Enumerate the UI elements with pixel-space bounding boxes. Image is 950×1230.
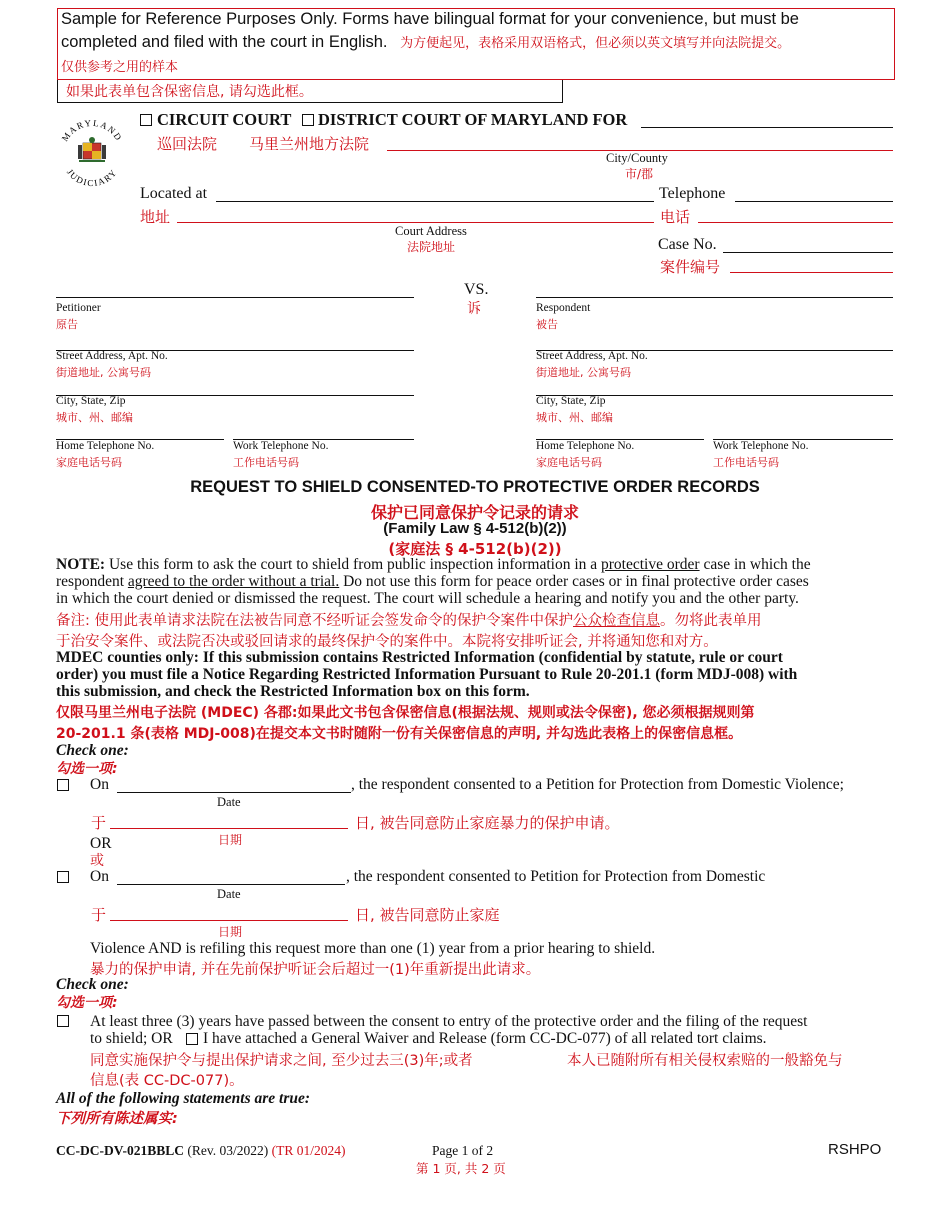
petitioner-city-label: City, State, Zip	[56, 395, 126, 407]
option-three-years-text-cn: 同意实施保护令与提出保护请求之间, 至少过去三(3)年;或者	[90, 1053, 473, 1069]
petitioner-name-field[interactable]	[56, 297, 414, 298]
check-one-label-cn: 勾选一项:	[56, 761, 118, 777]
option-waiver-text: I have attached a General Waiver and Release (form CC-DC-077) of all related tort claims.	[203, 1030, 767, 1047]
option2-on-label: On	[90, 868, 109, 885]
check-one-label-2-cn: 勾选一项:	[56, 995, 118, 1011]
note-line-2-cn: 于治安令案件、或法院否决或驳回请求的最终保护令的案件中。本院将安排听证会, 并将通知您和对方。	[56, 634, 718, 650]
located-at-label-cn: 地址	[140, 208, 171, 226]
respondent-city-label-cn: 城市、州、邮编	[536, 411, 613, 424]
seal-emblem-icon	[78, 137, 106, 161]
option-waiver-line: to shield; OR	[90, 1030, 173, 1047]
located-at-label: Located at	[140, 185, 208, 202]
respondent-label-cn: 被告	[536, 318, 558, 331]
check-one-label-2: Check one:	[56, 976, 129, 993]
banner-line-1: Sample for Reference Purposes Only. Forms have bilingual format for your convenience, but must be	[61, 10, 799, 28]
maryland-judiciary-seal	[56, 112, 128, 190]
district-court-label-cn: 马里兰州地方法院	[249, 135, 370, 153]
case-no-label-cn: 案件编号	[660, 258, 721, 276]
note-line-2: respondent agreed to the order without a trial. Do not use this form for peace order cases or in final protective order cases	[56, 573, 809, 590]
circuit-court-label-cn: 巡回法院	[157, 135, 218, 153]
district-court-label: DISTRICT COURT OF MARYLAND FOR	[318, 110, 628, 129]
note-line-1: NOTE: Use this form to ask the court to shield from public inspection information in a protective order case in which the	[56, 556, 811, 573]
respondent-city-label: City, State, Zip	[536, 395, 606, 407]
respondent-name-field[interactable]	[536, 297, 893, 298]
statements-label: All of the following statements are true:	[56, 1090, 311, 1107]
petitioner-home-tel-label-cn: 家庭电话号码	[56, 456, 122, 469]
mdec-line-3: this submission, and check the Restricted Information box on this form.	[56, 683, 530, 700]
option-refiling-checkbox[interactable]	[57, 871, 69, 883]
banner-line-2-cn: 为方便起见，表格采用双语格式，但必须以英文填写并向法院提交。	[400, 36, 791, 51]
option2-date-label: Date	[217, 887, 241, 901]
option1-text: , the respondent consented to a Petition for Protection from Domestic Violence;	[351, 776, 844, 793]
petitioner-home-tel-label: Home Telephone No.	[56, 440, 155, 452]
option2-date-label-cn: 日期	[218, 925, 243, 939]
city-county-field[interactable]	[641, 127, 893, 128]
seal-top-text: MARYLAND	[59, 117, 125, 144]
footer-page-number-cn: 第 1 页, 共 2 页	[416, 1161, 506, 1176]
petitioner-label-cn: 原告	[56, 318, 78, 331]
option1-text-cn: 日, 被告同意防止家庭暴力的保护申请。	[355, 814, 620, 832]
svg-text:JUDICIARY	[65, 167, 119, 188]
option2-continued-cn: 暴力的保护申请, 并在先前保护听证会后超过一(1)年重新提出此请求。	[90, 962, 541, 978]
mdec-line-2-cn: 20-201.1 条(表格 MDJ-008)在提交本文书时随附一份有关保密信息的声明, 并勾选此表格上的保密信息框。	[56, 726, 743, 742]
option1-date-label-cn: 日期	[218, 833, 243, 847]
vs-label-cn: 诉	[467, 301, 481, 317]
or-label: OR	[90, 835, 112, 852]
respondent-work-tel-label-cn: 工作电话号码	[713, 456, 779, 469]
or-label-cn: 或	[90, 853, 104, 869]
option2-text-cn: 日, 被告同意防止家庭	[355, 906, 500, 924]
petitioner-street-label: Street Address, Apt. No.	[56, 350, 168, 362]
option1-on-label: On	[90, 776, 109, 793]
banner-line-2: completed and filed with the court in English. 为方便起见，表格采用双语格式，但必须以英文填写并向法院提交。	[61, 33, 791, 51]
respondent-work-tel-label: Work Telephone No.	[713, 440, 809, 452]
check-one-label: Check one:	[56, 742, 129, 759]
city-county-label: City/County	[606, 151, 668, 165]
option-waiver-text-cn: 本人已随附所有相关侵权索赔的一般豁免与	[567, 1053, 843, 1069]
petitioner-label: Petitioner	[56, 302, 101, 314]
petitioner-street-label-cn: 街道地址, 公寓号码	[56, 366, 151, 379]
circuit-court-checkbox[interactable]	[140, 114, 152, 126]
form-title: REQUEST TO SHIELD CONSENTED-TO PROTECTIVE ORDER RECORDS	[190, 478, 760, 496]
option2-continued: Violence AND is refiling this request more than one (1) year from a prior hearing to shield.	[90, 940, 656, 957]
petitioner-work-tel-label: Work Telephone No.	[233, 440, 329, 452]
city-county-label-cn: 市/郡	[625, 167, 654, 181]
footer-form-number: CC-DC-DV-021BBLC (Rev. 03/2022) (TR 01/2024)	[56, 1143, 346, 1158]
mdec-line-2: order) you must file a Notice Regarding Restricted Information Pursuant to Rule 20-201.1 (form MDJ-008) with	[56, 666, 798, 683]
restricted-info-label-cn: 如果此表单包含保密信息, 请勾选此框。	[66, 84, 313, 100]
mdec-line-1: MDEC counties only: If this submission contains Restricted Information (confidential by statute, rule or court	[56, 649, 783, 666]
respondent-street-label: Street Address, Apt. No.	[536, 350, 648, 362]
case-no-field[interactable]	[723, 252, 893, 253]
option1-date-field[interactable]	[117, 792, 351, 793]
petitioner-city-label-cn: 城市、州、邮编	[56, 411, 133, 424]
note-line-3: in which the court denied or dismissed the request. The court will schedule a hearing and notify you and the other party.	[56, 590, 799, 607]
banner-line-3-cn: 仅供参考之用的样本	[61, 60, 179, 75]
note-line-1-cn: 备注: 使用此表单请求法院在法被告同意不经听证会签发命令的保护令案件中保护公众检查信息。勿将此表单用	[56, 613, 762, 629]
option-waiver-text-cn-2: 信息(表 CC-DC-077)。	[90, 1073, 244, 1089]
respondent-label: Respondent	[536, 302, 591, 314]
option2-date-field[interactable]	[117, 884, 345, 885]
option-waiver-checkbox[interactable]	[186, 1033, 198, 1045]
court-address-label-cn: 法院地址	[407, 240, 456, 254]
court-telephone-field[interactable]	[735, 201, 893, 202]
option1-date-label: Date	[217, 795, 241, 809]
respondent-home-tel-label-cn: 家庭电话号码	[536, 456, 602, 469]
circuit-court-label: CIRCUIT COURT	[157, 110, 292, 129]
option-three-years-checkbox[interactable]	[57, 1015, 69, 1027]
petitioner-work-tel-label-cn: 工作电话号码	[233, 456, 299, 469]
vs-label: VS.	[464, 281, 489, 298]
case-no-label: Case No.	[658, 236, 717, 253]
footer-page-number: Page 1 of 2	[432, 1143, 494, 1158]
option-three-years-text: At least three (3) years have passed between the consent to entry of the protective order and the filing of the request	[90, 1013, 808, 1030]
form-law-ref: (Family Law § 4-512(b)(2))	[383, 520, 567, 537]
form-law-ref-cn: (家庭法 § 4-512(b)(2))	[388, 540, 562, 558]
statements-label-cn: 下列所有陈述属实:	[56, 1111, 178, 1127]
footer-form-code: RSHPO	[828, 1141, 882, 1158]
telephone-label-cn: 电话	[660, 208, 691, 226]
district-court-checkbox[interactable]	[302, 114, 314, 126]
telephone-label: Telephone	[659, 185, 726, 202]
option1-yu-cn: 于	[91, 814, 107, 832]
option2-text: , the respondent consented to Petition for Protection from Domestic	[346, 868, 766, 885]
option2-yu-cn: 于	[91, 906, 107, 924]
seal-bottom-text: JUDICIARY	[64, 166, 120, 189]
mdec-line-1-cn: 仅限马里兰州电子法院 (MDEC) 各郡:如果此文书包含保密信息(根据法规、规则或法令保密), 您必须根据规则第	[56, 705, 755, 721]
option-consented-checkbox[interactable]	[57, 779, 69, 791]
respondent-home-tel-label: Home Telephone No.	[536, 440, 635, 452]
court-address-field[interactable]	[216, 201, 654, 202]
court-address-label: Court Address	[395, 224, 467, 238]
form-title-cn: 保护已同意保护令记录的请求	[370, 503, 579, 522]
respondent-street-label-cn: 街道地址, 公寓号码	[536, 366, 631, 379]
